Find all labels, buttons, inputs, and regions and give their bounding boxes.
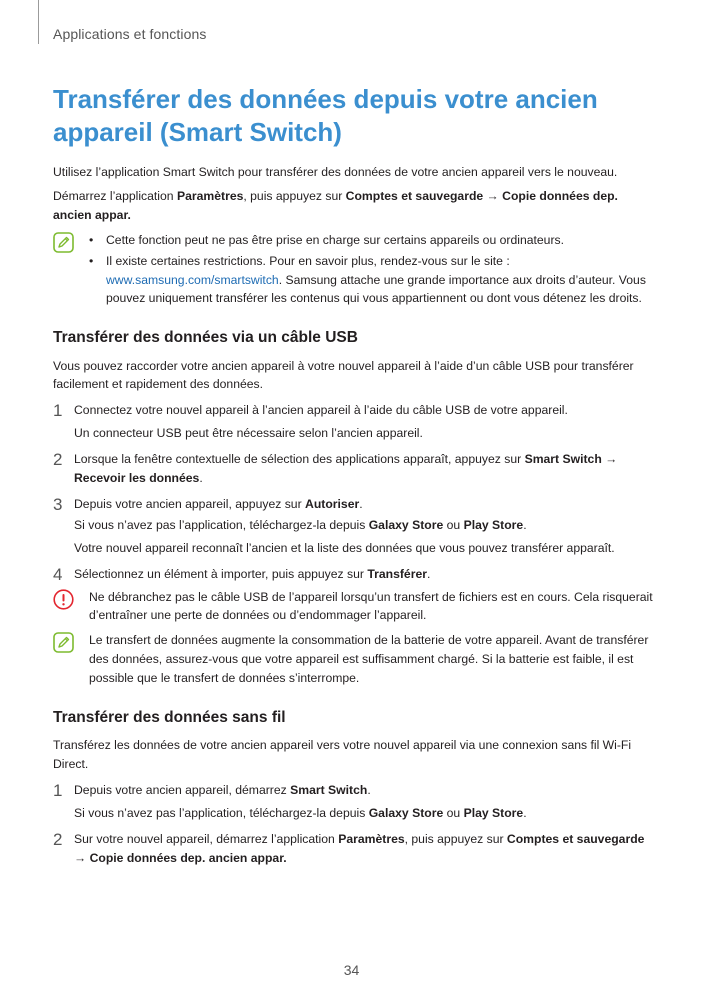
step-number: 3	[53, 494, 63, 514]
usb-step-3: 3 Depuis votre ancien appareil, appuyez sur Autoriser.	[53, 495, 653, 514]
page-edge-rule	[38, 0, 39, 44]
usb-step-4: 4 Sélectionnez un élément à importer, puis appuyez sur Transférer.	[53, 565, 653, 584]
note-box	[53, 231, 653, 309]
bold-comptes-sauvegarde: Comptes et sauvegarde	[345, 188, 484, 203]
bold-parametres: Paramètres	[176, 188, 244, 203]
note-pencil-icon	[53, 232, 74, 253]
caution-exclamation-icon	[53, 589, 74, 610]
usb-step-3-sub-2: Votre nouvel appareil reconnaît l’ancien et la liste des données que vous pouvez transférer apparaît.	[74, 540, 615, 555]
wireless-step-1: 1 Depuis votre ancien appareil, démarrez Smart Switch.	[53, 781, 653, 800]
page-content	[53, 83, 653, 870]
section-header: Applications et fonctions	[53, 26, 207, 42]
usb-intro: Vous pouvez raccorder votre ancien appareil à votre nouvel appareil à l’aide d’un câble USB pour transférer facilement et rapidement des données.	[53, 358, 634, 392]
caution-text: Ne débranchez pas le câble USB de l’appareil lorsqu’un transfert de fichiers est en cours. Cela risquerait d’entraîner une perte de données ou d’endommager l’appareil.	[89, 589, 653, 623]
note-bullet-1: • Cette fonction peut ne pas être prise en charge sur certains appareils ou ordinateurs.	[88, 231, 653, 250]
smartswitch-link[interactable]: www.samsung.com/smartswitch	[106, 272, 279, 287]
caution-box	[53, 588, 653, 626]
note-bullet-2: • Il existe certaines restrictions. Pour en savoir plus, rendez-vous sur le site : www.samsung.com/smartswitch. Samsung attache une grande importance aux droits d’auteur. Vous pouvez uniquement transférer les contenus qui vous appartiennent ou dont vous détenez les droits.	[88, 252, 653, 309]
page-title: Transférer des données depuis votre ancien appareil (Smart Switch)	[53, 84, 598, 148]
usb-section-heading: Transférer des données via un câble USB	[53, 329, 358, 347]
step-number: 1	[53, 781, 63, 801]
step-number: 1	[53, 401, 63, 421]
intro-paragraph-2: Démarrez l’application Paramètres, puis appuyez sur Comptes et sauvegarde → Copie données dep. ancien appar.	[53, 188, 618, 222]
wireless-section-heading: Transférer des données sans fil	[53, 709, 286, 727]
usb-note-box	[53, 631, 653, 688]
page-number: 34	[343, 962, 360, 978]
usb-step-1: 1 Connectez votre nouvel appareil à l’ancien appareil à l’aide du câble USB de votre appareil.	[53, 401, 653, 420]
step-number: 2	[53, 450, 63, 470]
wireless-intro: Transférez les données de votre ancien appareil vers votre nouvel appareil via une connexion sans fil Wi-Fi Direct.	[53, 738, 632, 772]
usb-step-3-sub-1: Si vous n’avez pas l’application, téléchargez-la depuis Galaxy Store ou Play Store.	[74, 517, 527, 532]
bold-copie-donnees: Copie données dep. ancien appar.	[53, 188, 618, 222]
wireless-step-1-sub: Si vous n’avez pas l’application, téléchargez-la depuis Galaxy Store ou Play Store.	[74, 805, 527, 820]
note-bullet-list	[88, 231, 653, 309]
usb-step-2: 2 Lorsque la fenêtre contextuelle de sélection des applications apparaît, appuyez sur Smart Switch → Recevoir les données.	[53, 450, 653, 488]
wireless-step-2: 2 Sur votre nouvel appareil, démarrez l’application Paramètres, puis appuyez sur Comptes et sauvegarde → Copie données dep. ancien appar.	[53, 830, 653, 868]
step-number: 2	[53, 829, 63, 849]
usb-step-1-sub: Un connecteur USB peut être nécessaire selon l’ancien appareil.	[74, 426, 423, 441]
intro-paragraph-1: Utilisez l’application Smart Switch pour transférer des données de votre ancien appareil vers le nouveau.	[53, 165, 618, 180]
note-pencil-icon	[53, 632, 74, 653]
usb-note-text: Le transfert de données augmente la consommation de la batterie de votre appareil. Avant de transférer des données, assurez-vous que votre appareil est suffisamment chargé. Si la batterie est faible, il est possible que le transfert de données s’interrompe.	[89, 633, 649, 686]
step-number: 4	[53, 564, 63, 584]
